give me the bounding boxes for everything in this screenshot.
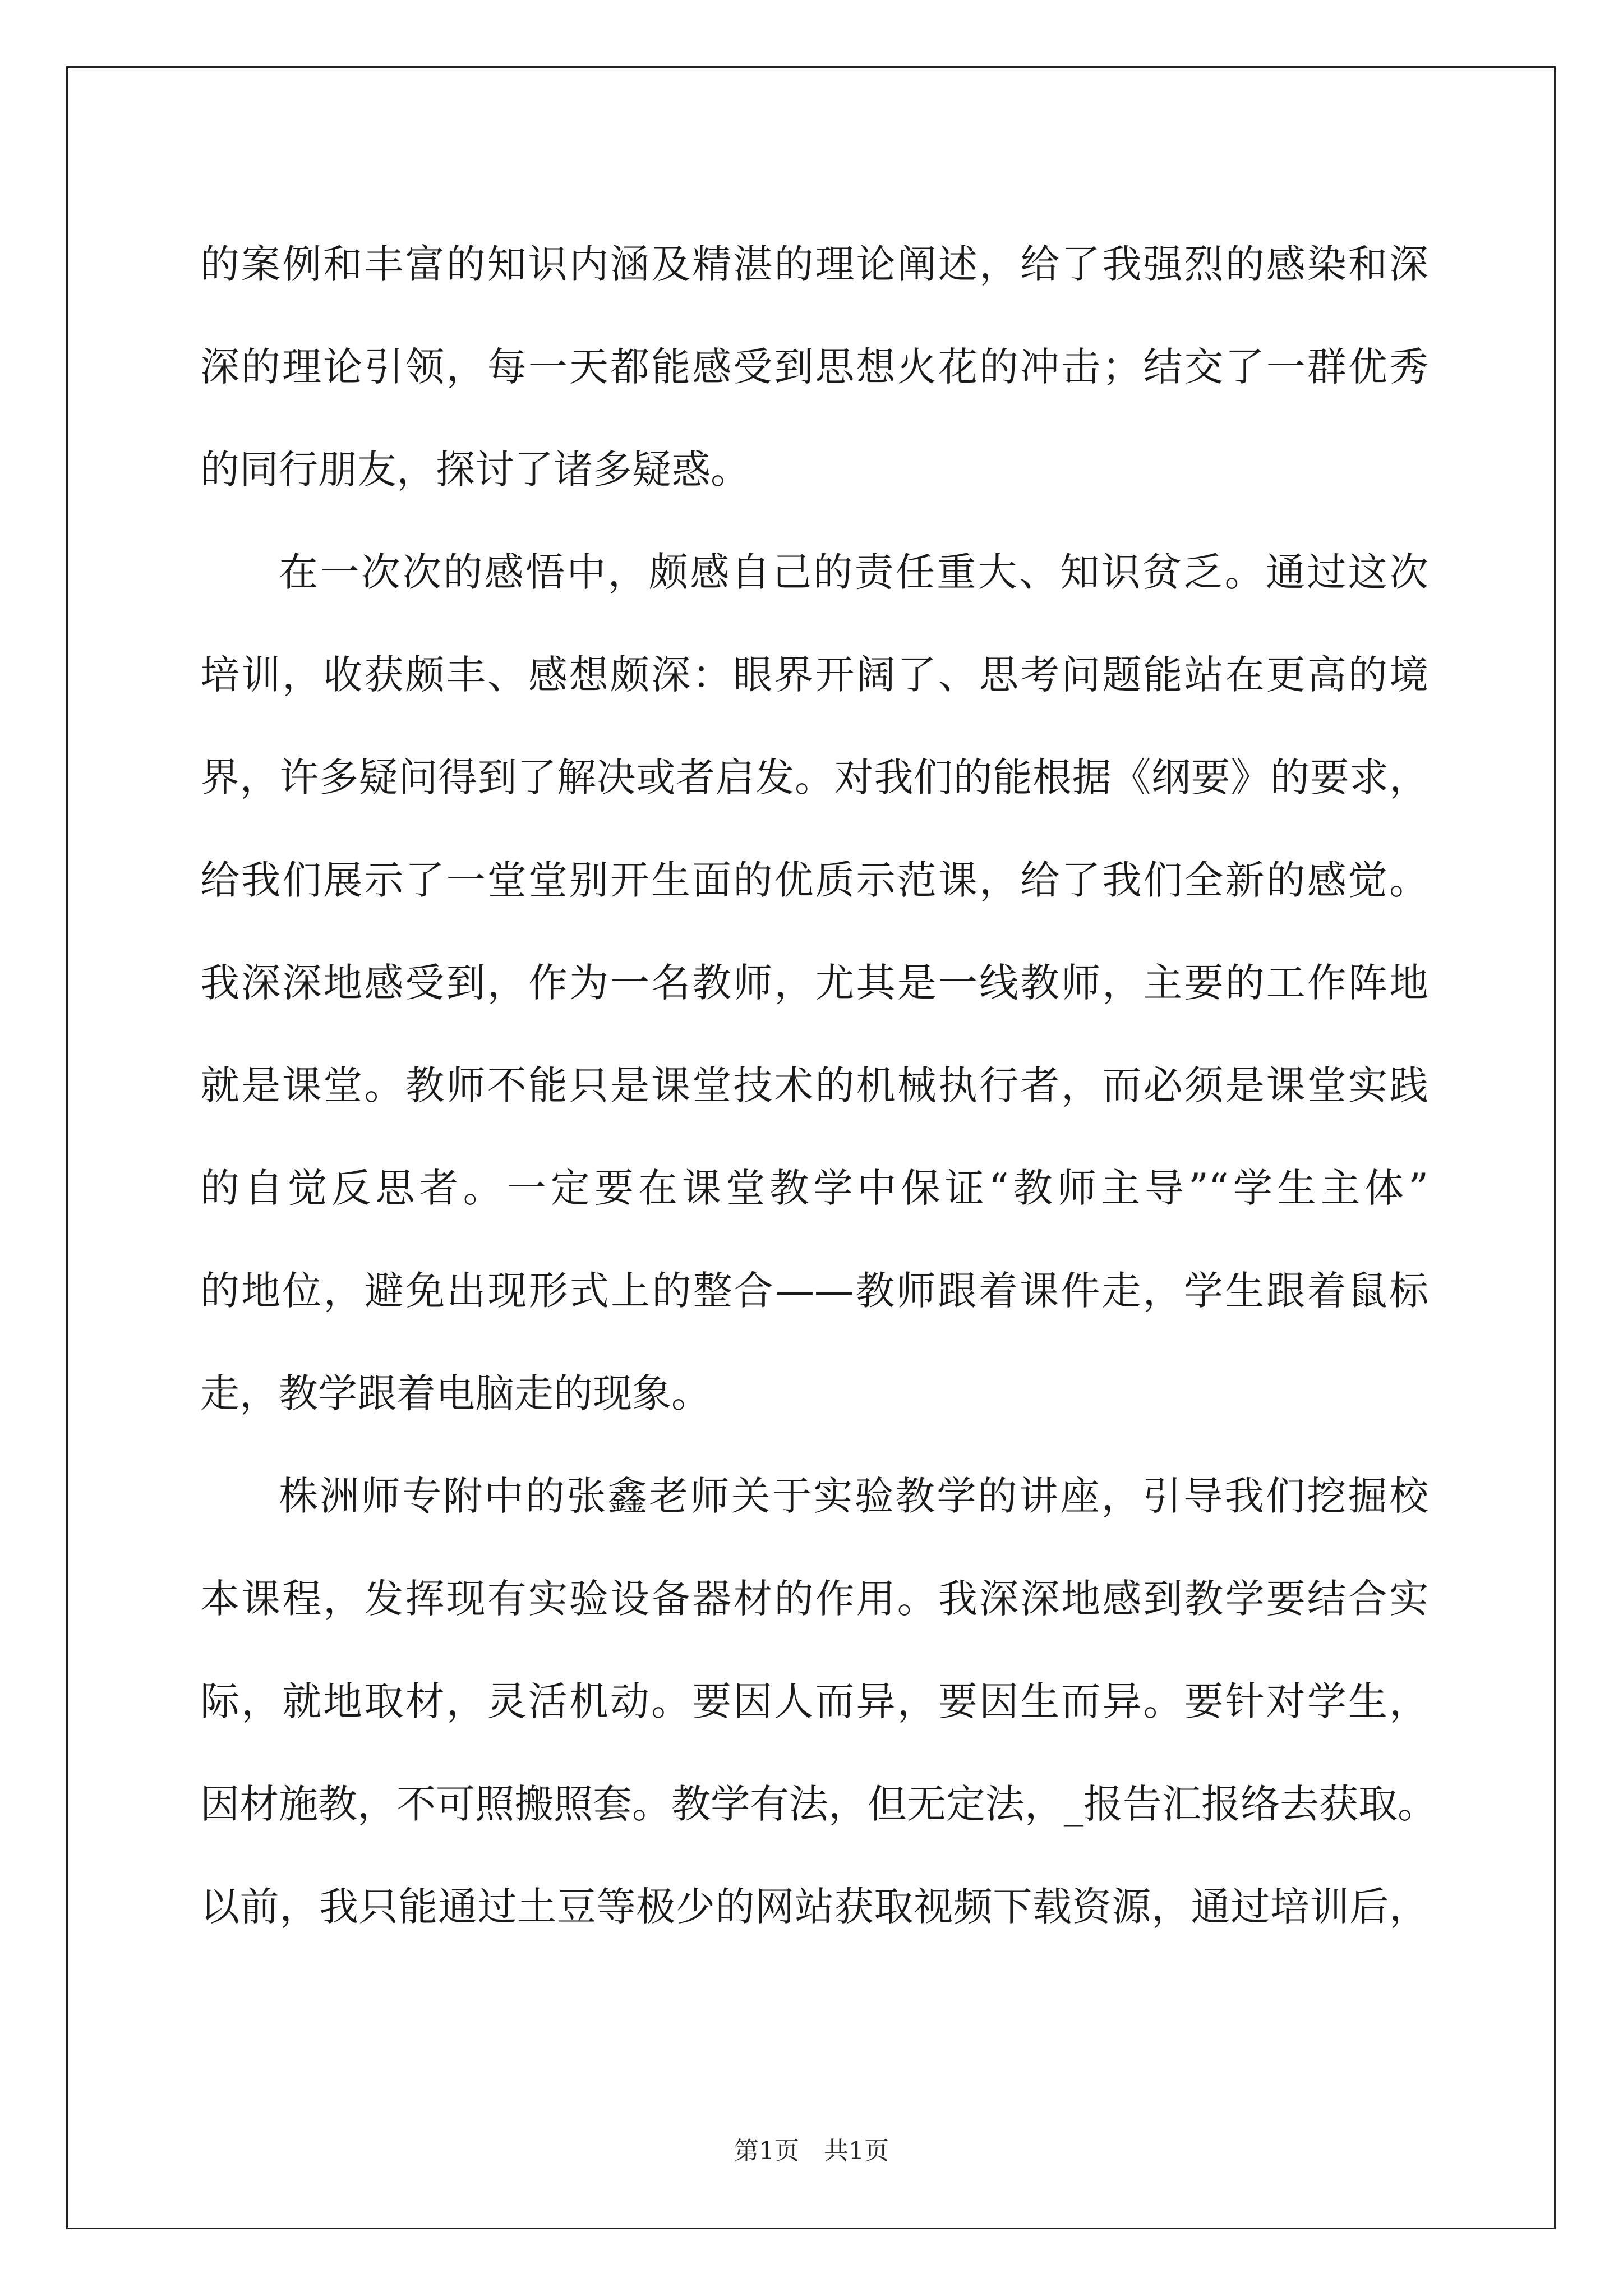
text-line: 给我们展示了一堂堂别开生面的优质示范课，给了我们全新的感觉。 (200, 857, 1428, 903)
text-line: 因材施教，不可照搬照套。教学有法，但无定法，_报告汇报络去获取。 (200, 1781, 1437, 1827)
text-line: 株洲师专附中的张鑫老师关于实验教学的讲座，引导我们挖掘校 (279, 1473, 1428, 1519)
text-line: 就是课堂。教师不能只是课堂技术的机械执行者，而必须是课堂实践 (200, 1062, 1428, 1108)
text-line: 的自觉反思者。一定要在课堂教学中保证“教师主导”“学生主体” (200, 1165, 1428, 1211)
page-number-footer: 第1页 共1页 (734, 2137, 889, 2165)
text-line: 际，就地取材，灵活机动。要因人而异，要因生而异。要针对学生， (200, 1678, 1428, 1724)
text-line: 我深深地感受到，作为一名教师，尤其是一线教师，主要的工作阵地 (200, 960, 1428, 1006)
text-line: 界，许多疑问得到了解决或者启发。对我们的能根据《纲要》的要求， (200, 754, 1428, 800)
paragraph-1 (200, 213, 1428, 521)
text-line: 本课程，发挥现有实验设备器材的作用。我深深地感到教学要结合实 (200, 1576, 1428, 1622)
text-line: 走，教学跟着电脑走的现象。 (200, 1370, 711, 1416)
text-line: 培训，收获颇丰、感想颇深：眼界开阔了、思考问题能站在更高的境 (200, 652, 1428, 698)
text-line: 的同行朋友，探讨了诸多疑惑。 (200, 447, 750, 493)
text-line: 以前，我只能通过土豆等极少的网站获取视频下载资源，通过培训后， (200, 1884, 1428, 1930)
document-body (200, 213, 1437, 1958)
text-line: 的地位，避免出现形式上的整合——教师跟着课件走，学生跟着鼠标 (200, 1268, 1428, 1314)
text-line: 的案例和丰富的知识内涵及精湛的理论阐述，给了我强烈的感染和深 (200, 241, 1428, 287)
text-line: 在一次次的感悟中，颇感自己的责任重大、知识贫乏。通过这次 (279, 549, 1428, 595)
paragraph-3 (200, 1445, 1437, 1958)
paragraph-2 (200, 521, 1428, 1445)
text-line: 深的理论引领，每一天都能感受到思想火花的冲击；结交了一群优秀 (200, 344, 1428, 390)
